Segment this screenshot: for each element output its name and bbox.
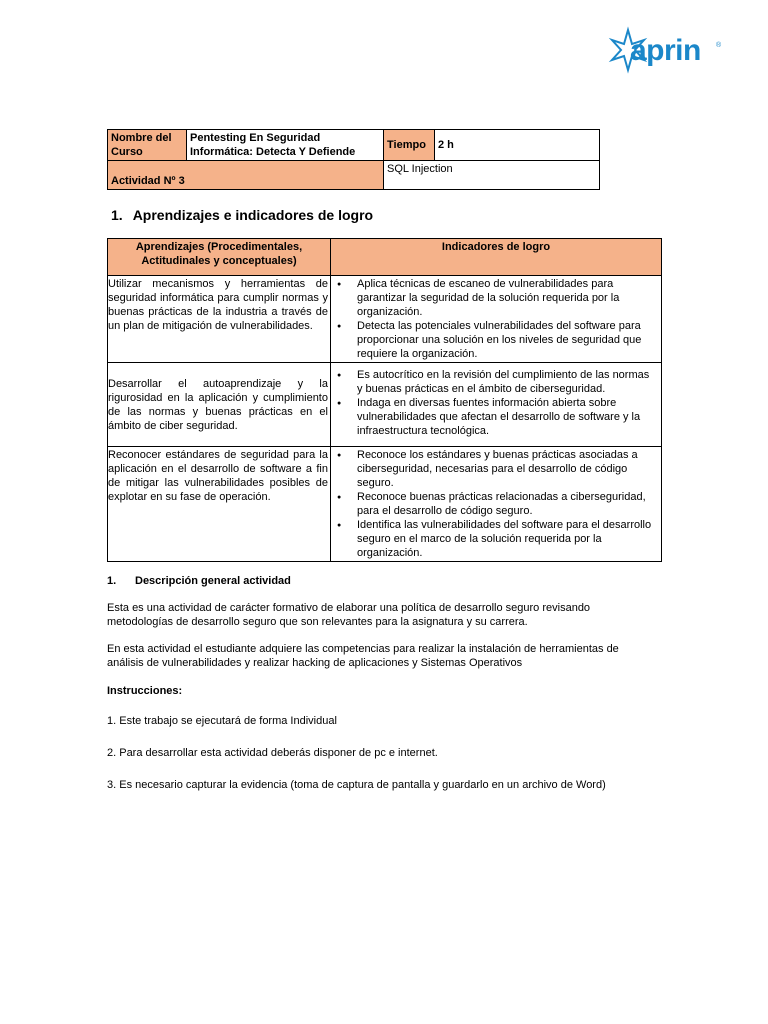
table-row <box>108 447 662 562</box>
section-title <box>111 207 383 223</box>
description-title <box>107 574 291 588</box>
col-header-learning: Aprendizajes (Procedimentales, Actitudinales y conceptuales) <box>108 239 331 276</box>
indicator-item: ● Detecta las potenciales vulnerabilidades del software para proporcionar una solución en los niveles de seguridad que requiere la organización. <box>331 319 657 361</box>
indicators-cell <box>331 447 662 562</box>
indicator-item: ● Identifica las vulnerabilidades del software para el desarrollo seguro en el marco de la solución requerida por la organización. <box>331 518 657 560</box>
learning-cell: Utilizar mecanismos y herramientas de seguridad informática para cumplir normas y buenas prácticas de la industria a través de un plan de mitigación de vulnerabilidades. <box>108 276 331 363</box>
instruction-item: 3. Es necesario capturar la evidencia (toma de captura de pantalla y guardarlo en un archivo de Word) <box>107 779 606 791</box>
learning-cell: Desarrollar el autoaprendizaje y la rigurosidad en la aplicación y cumplimiento de las normas y buenas prácticas en el ámbito de ciber seguridad. <box>108 363 331 447</box>
description-number: 1. <box>107 575 117 587</box>
description-paragraph-1: Esta es una actividad de carácter formativo de elaborar una política de desarrollo seguro revisando metodologías de desarrollo seguro que son relevantes para la asignatura y su carrera. <box>107 602 591 628</box>
activity-label: Actividad Nº 3 <box>108 161 384 190</box>
indicator-item: ● Es autocrítico en la revisión del cumplimiento de las normas y buenas prácticas en el ámbito de ciberseguridad. <box>331 368 657 396</box>
instructions-title: Instrucciones: <box>107 685 183 697</box>
indicator-item: ● Aplica técnicas de escaneo de vulnerabilidades para garantizar la seguridad de la solución requerida por la organización. <box>331 277 657 319</box>
course-header-table <box>107 129 600 190</box>
time-label: Tiempo <box>384 130 435 161</box>
learning-indicators-table <box>107 238 662 562</box>
section-title-text: Aprendizajes e indicadores de logro <box>132 207 374 223</box>
course-name: Pentesting En Seguridad Informática: Detecta Y Defiende <box>187 130 384 161</box>
indicator-item: ● Reconoce buenas prácticas relacionadas a ciberseguridad, para el desarrollo de código seguro. <box>331 490 657 518</box>
course-label: Nombre del Curso <box>108 130 187 161</box>
indicator-item: ● Reconoce los estándares y buenas prácticas asociadas a ciberseguridad, necesarias para el desarrollo de código seguro. <box>331 448 657 490</box>
description-paragraph-2: En esta actividad el estudiante adquiere las competencias para realizar la instalación de herramientas de análisis de vulnerabilidades y realizar hacking de aplicaciones y Sistemas Operativos <box>107 643 619 669</box>
indicator-item: ● Indaga en diversas fuentes información abierta sobre vulnerabilidades que afectan el desarrollo de software y la infraestructura tecnológica. <box>331 396 657 438</box>
table-row <box>108 276 662 363</box>
activity-value: SQL Injection <box>384 161 600 190</box>
instruction-item: 2. Para desarrollar esta actividad deberás disponer de pc e internet. <box>107 747 438 759</box>
instruction-item: 1. Este trabajo se ejecutará de forma Individual <box>107 715 337 727</box>
logo-text: aprin <box>630 34 701 67</box>
time-value: 2 h <box>435 130 600 161</box>
aprin-logo <box>600 22 730 86</box>
col-header-indicators: Indicadores de logro <box>331 239 662 276</box>
registered-mark: ® <box>716 42 722 49</box>
indicators-cell <box>331 276 662 363</box>
description-title-text: Descripción general actividad <box>135 575 291 587</box>
indicators-cell <box>331 363 662 447</box>
section-number: 1. <box>111 207 123 223</box>
table-row <box>108 363 662 447</box>
learning-cell: Reconocer estándares de seguridad para la aplicación en el desarrollo de software a fin de mitigar las vulnerabilidades posibles de explotar en su fase de operación. <box>108 447 331 562</box>
